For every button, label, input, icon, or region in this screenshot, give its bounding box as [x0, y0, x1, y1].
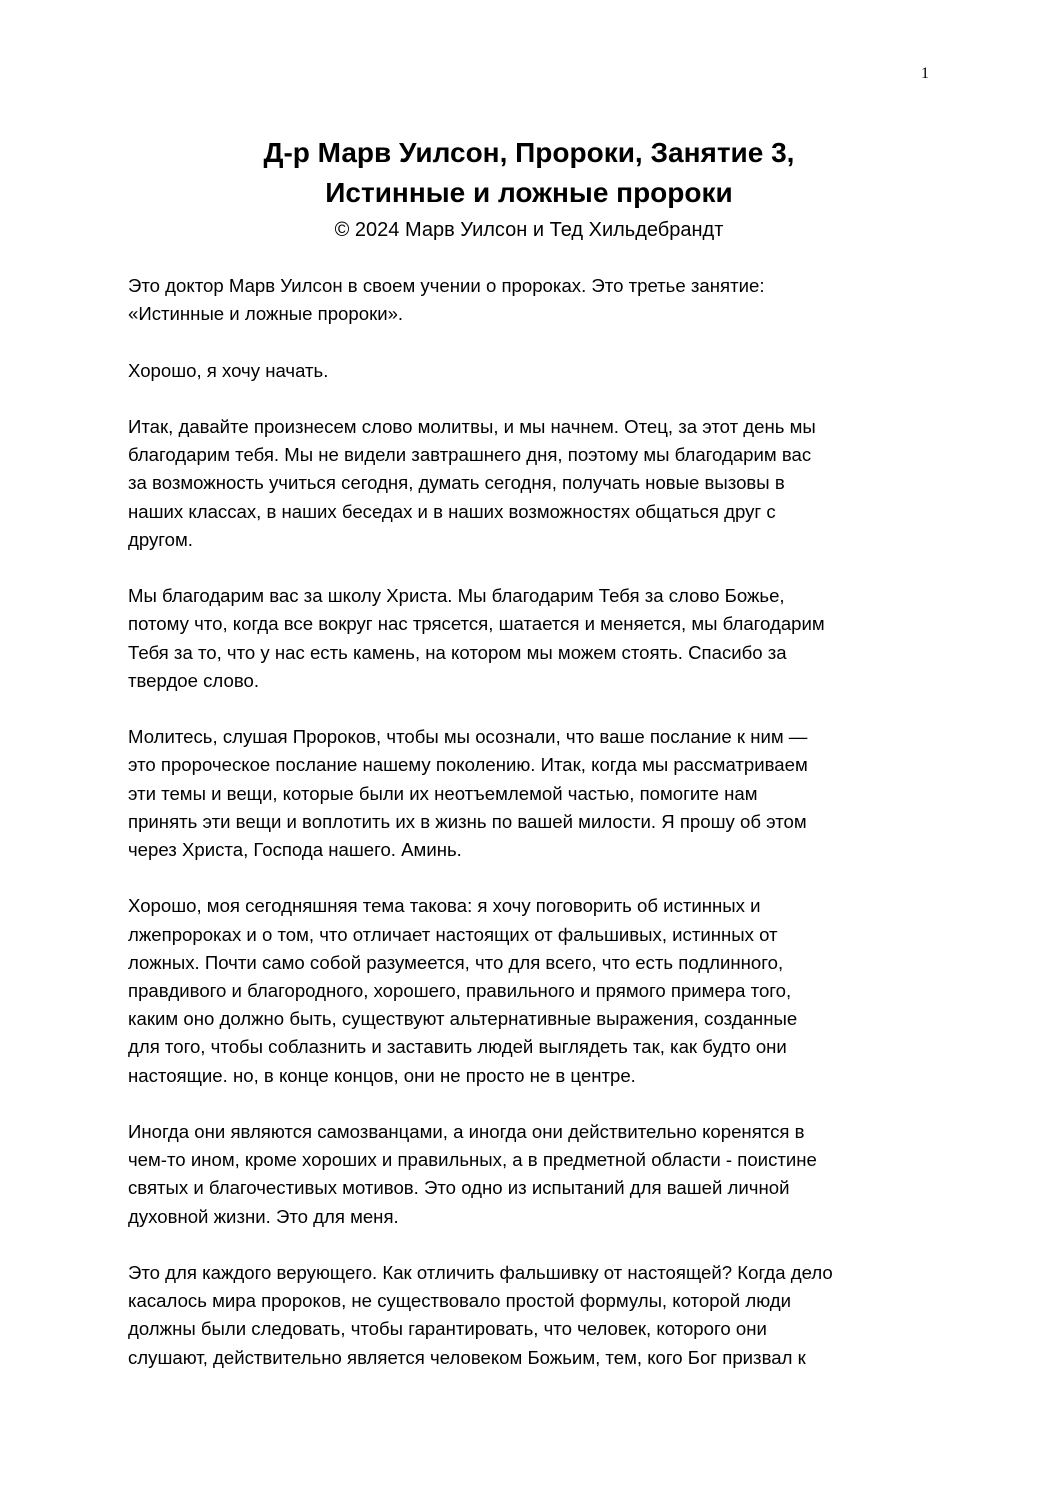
text-line: другом.	[128, 528, 193, 550]
text-line: Молитесь, слушая Пророков, чтобы мы осознали, что ваше послание к ним —	[128, 726, 808, 748]
paragraph-prayer-1	[128, 413, 948, 554]
paragraph-prayer-3	[128, 723, 948, 864]
copyright-notice: © 2024 Марв Уилсон и Тед Хильдебрандт	[334, 219, 724, 241]
text-line: Итак, давайте произнесем слово молитвы, и мы начнем. Отец, за этот день мы	[128, 415, 816, 437]
paragraph-impostors	[128, 1118, 948, 1231]
paragraph-start	[128, 357, 948, 385]
text-line: каким оно должно быть, существуют альтернативные выражения, созданные	[128, 1008, 798, 1030]
paragraph-believer	[128, 1259, 948, 1372]
document-body	[128, 272, 948, 1400]
page-number: 1	[921, 65, 929, 82]
text-line: касалось мира пророков, не существовало простой формулы, которой люди	[128, 1290, 792, 1312]
text-line: Хорошо, моя сегодняшняя тема такова: я хочу поговорить об истинных и	[128, 895, 761, 917]
text-line: ложных. Почти само собой разумеется, что для всего, что есть подлинного,	[128, 951, 784, 973]
text-line: Иногда они являются самозванцами, а иногда они действительно коренятся в	[128, 1121, 805, 1142]
text-line: Хорошо, я хочу начать.	[128, 359, 329, 381]
paragraph-prayer-2	[128, 582, 948, 695]
text-line: эти темы и вещи, которые были их неотъемлемой частью, помогите нам	[128, 782, 758, 804]
text-line: правдивого и благородного, хорошего, правильного и прямого примера того,	[128, 980, 792, 1001]
text-line: это пророческое послание нашему поколению. Итак, когда мы рассматриваем	[128, 754, 808, 776]
text-line: принять эти вещи и воплотить их в жизнь по вашей милости. Я прошу об этом	[128, 810, 807, 832]
text-line: Тебя за то, что у нас есть камень, на котором мы можем стоять. Спасибо за	[128, 641, 787, 663]
text-line: слушают, действительно является человеком Божьим, тем, кого Бог призвал к	[128, 1346, 806, 1368]
text-line: настоящие. но, в конце концов, они не просто не в центре.	[128, 1064, 636, 1086]
text-line: твердое слово.	[128, 669, 260, 691]
text-line: «Истинные и ложные пророки».	[128, 303, 404, 325]
text-line: благодарим тебя. Мы не видели завтрашнего дня, поэтому мы благодарим вас	[128, 444, 812, 466]
text-line: Мы благодарим вас за школу Христа. Мы благодарим Тебя за слово Божье,	[128, 585, 785, 607]
text-line: Это доктор Марв Уилсон в своем учении о пророках. Это третье занятие:	[128, 275, 765, 296]
document-header	[0, 133, 1058, 245]
text-line: за возможность учиться сегодня, думать сегодня, получать новые вызовы в	[128, 472, 785, 494]
text-line: наших классах, в наших беседах и в наших возможностях общаться друг с	[128, 500, 776, 522]
text-line: чем-то ином, кроме хороших и правильных, а в предметной области - поистине	[128, 1149, 817, 1171]
text-line: Это для каждого верующего. Как отличить фальшивку от настоящей? Когда дело	[128, 1262, 833, 1283]
text-line: духовной жизни. Это для меня.	[128, 1205, 399, 1227]
document-title-line-1: Д-р Марв Уилсон, Пророки, Занятие 3,	[263, 137, 795, 168]
text-line: потому что, когда все вокруг нас трясется, шатается и меняется, мы благодарим	[128, 613, 825, 635]
text-line: должны были следовать, чтобы гарантировать, что человек, которого они	[128, 1318, 767, 1340]
text-line: для того, чтобы соблазнить и заставить людей выглядеть так, как будто они	[128, 1036, 787, 1058]
text-line: святых и благочестивых мотивов. Это одно из испытаний для вашей личной	[128, 1177, 790, 1199]
text-line: через Христа, Господа нашего. Аминь.	[128, 839, 462, 860]
text-line: лжепророках и о том, что отличает настоящих от фальшивых, истинных от	[128, 923, 778, 945]
paragraph-topic	[128, 892, 948, 1089]
paragraph-intro	[128, 272, 948, 328]
document-title-line-2: Истинные и ложные пророки	[325, 177, 733, 208]
